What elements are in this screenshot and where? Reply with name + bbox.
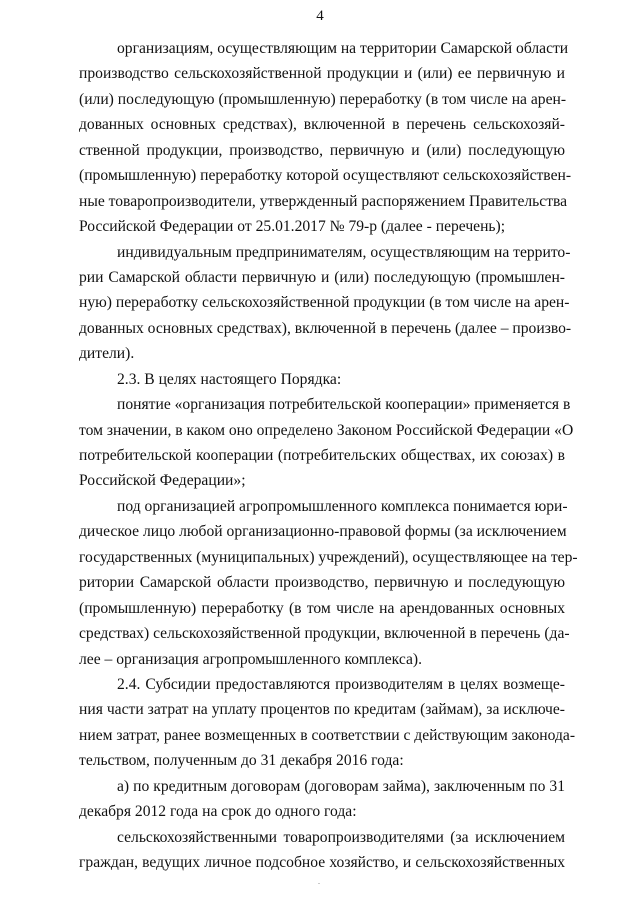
text-line: (промышленную) переработку которой осуществляют сельскохозяйствен- [79, 167, 572, 185]
text-line: средствах) сельскохозяйственной продукции, включенной в перечень (да- [79, 625, 570, 643]
page-number: 4 [316, 8, 324, 24]
text-line: индивидуальным предпринимателям, осуществляющим на террито- [117, 243, 571, 261]
document-body [79, 36, 578, 875]
text-line: декабря 2012 года на срок до одного года: [79, 803, 357, 821]
text-line: понятие «организация потребительской кооперации» применяется в [117, 396, 571, 414]
text-line: том значении, в каком оно определено Законом Российской Федерации «О [79, 421, 574, 439]
scan-mark: . [318, 877, 320, 886]
text-line: Российской Федерации от 25.01.2017 № 79-р (далее - перечень); [79, 218, 506, 236]
text-line: производство сельскохозяйственной продукции и (или) ее первичную и [79, 65, 565, 83]
text-line: тельством, полученным до 31 декабря 2016 года: [79, 752, 404, 770]
text-line: дованных основных средствах), включенной в перечень сельскохозяй- [79, 116, 565, 134]
text-line: ную) переработку сельскохозяйственной продукции (в том числе на арен- [79, 294, 570, 312]
text-line: рии Самарской области первичную и (или) последующую (промышлен- [79, 268, 565, 286]
text-line: дическое лицо любой организационно-правовой формы (за исключением [79, 523, 567, 541]
text-line: нием затрат, ранее возмещенных в соответствии с действующим законода- [79, 726, 576, 744]
text-line: под организацией агропромышленного комплекса понимается юри- [117, 497, 568, 515]
section-heading: 2.3. В целях настоящего Порядка: [117, 370, 342, 388]
text-line: дованных основных средствах), включенной в перечень (далее – произво- [79, 319, 572, 337]
text-line: а) по кредитным договорам (договорам займа), заключенным по 31 [117, 777, 565, 795]
text-line: ственной продукции, производство, первичную и (или) последующую [79, 141, 565, 159]
text-line: дители). [79, 345, 135, 363]
text-line: ния части затрат на уплату процентов по кредитам (займам), за исключе- [79, 701, 565, 719]
text-line: ритории Самарской области производство, первичную и последующую [79, 574, 565, 592]
text-line: государственных (муниципальных) учреждений), осуществляющее на тер- [79, 548, 578, 566]
text-line: организациям, осуществляющим на территории Самарской области [117, 40, 569, 57]
text-line: сельскохозяйственными товаропроизводителями (за исключением [117, 828, 565, 846]
text-line: граждан, ведущих личное подсобное хозяйство, и сельскохозяйственных [79, 854, 565, 871]
text-line: Российской Федерации»; [79, 472, 246, 490]
text-line: лее – организация агропромышленного комплекса). [79, 650, 422, 668]
text-line: (промышленную) переработку (в том числе на арендованных основных [79, 599, 565, 617]
text-line: потребительской кооперации (потребительских обществах, их союзах) в [79, 447, 565, 464]
text-line: (или) последующую (промышленную) переработку (в том числе на арен- [79, 90, 567, 108]
text-line: 2.4. Субсидии предоставляются производителям в целях возмеще- [117, 675, 565, 693]
text-line: ные товаропроизводители, утвержденный распоряжением Правительства [79, 192, 568, 210]
